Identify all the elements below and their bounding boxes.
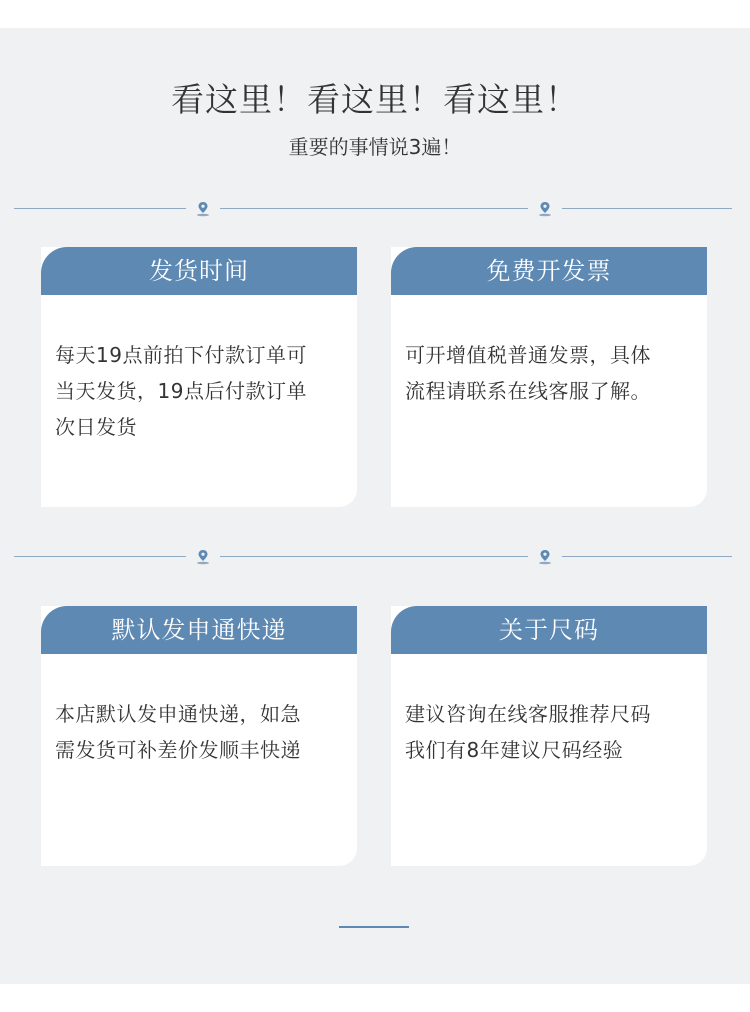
card-body [41, 295, 357, 445]
location-pin-icon [538, 549, 552, 565]
divider-line [220, 556, 528, 557]
location-pin-icon [196, 549, 210, 565]
divider-line [562, 208, 732, 209]
card-title: 默认发申通快递 [41, 606, 357, 654]
card-shipping-time [41, 247, 357, 507]
divider-row-2 [0, 549, 750, 563]
card-text-line: 建议咨询在线客服推荐尺码 [405, 702, 651, 726]
card-body [41, 654, 357, 768]
card-default-courier [41, 606, 357, 866]
card-text-line: 次日发货 [55, 415, 137, 439]
page-subtitle: 重要的事情说3遍！ [288, 135, 462, 159]
card-body [391, 295, 707, 409]
location-pin-icon [196, 201, 210, 217]
card-invoice [391, 247, 707, 507]
card-text-line: 每天19点前拍下付款订单可 [55, 343, 307, 367]
divider-row-1 [0, 201, 750, 215]
card-text-line: 可开增值税普通发票，具体 [405, 343, 651, 367]
card-title: 发货时间 [41, 247, 357, 295]
page-title: 看这里！看这里！看这里！ [171, 80, 579, 119]
card-body [391, 654, 707, 768]
card-text-line: 需发货可补差价发顺丰快递 [55, 738, 301, 762]
card-text-line: 流程请联系在线客服了解。 [405, 379, 651, 403]
card-title: 免费开发票 [391, 247, 707, 295]
card-text-line: 本店默认发申通快递，如急 [55, 702, 301, 726]
divider-line [14, 556, 186, 557]
divider-line [220, 208, 528, 209]
card-sizing [391, 606, 707, 866]
bottom-accent-bar [339, 926, 409, 928]
card-text-line: 我们有8年建议尺码经验 [405, 738, 624, 762]
location-pin-icon [538, 201, 552, 217]
card-title: 关于尺码 [391, 606, 707, 654]
card-text-line: 当天发货，19点后付款订单 [55, 379, 307, 403]
divider-line [14, 208, 186, 209]
divider-line [562, 556, 732, 557]
